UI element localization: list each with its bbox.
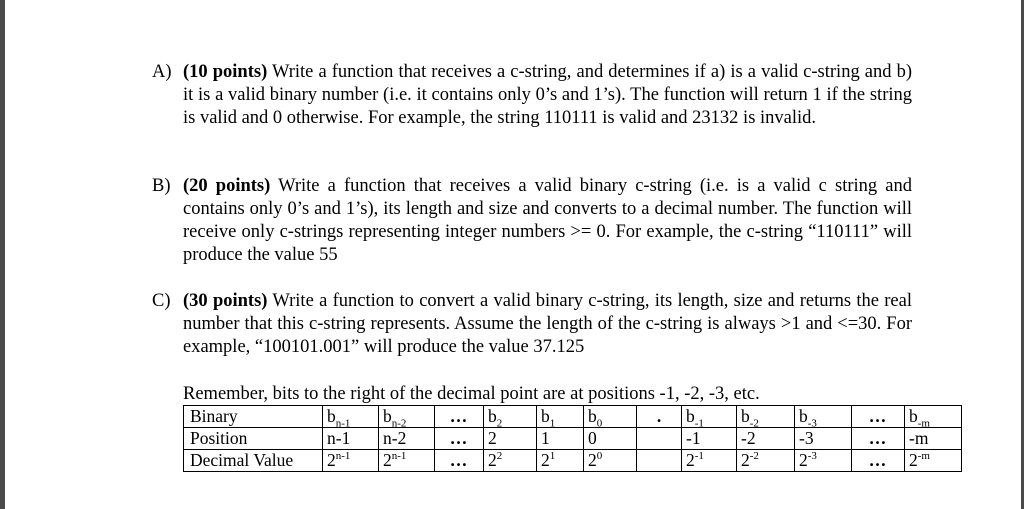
table-cell bbox=[484, 450, 537, 472]
table-cell bbox=[905, 428, 962, 450]
cell-exponent: -m bbox=[917, 450, 930, 463]
table-cell bbox=[737, 450, 795, 472]
table-cell bbox=[537, 428, 584, 450]
question-points: (20 points) bbox=[183, 176, 271, 196]
question-text: Write a function that receives a valid binary c-string (i.e. is a valid c string and contains only 0’s and 1’s), its length and size and converts to a decimal number. The function will receive only c-strings representing integer numbers >= 0. For example, the c-string “110111” will produce the value 55 bbox=[183, 176, 913, 265]
question-body bbox=[183, 61, 912, 130]
table-cell bbox=[737, 428, 795, 450]
cell-base: 2 bbox=[488, 428, 497, 448]
cell-base: . bbox=[656, 406, 662, 426]
cell-subscript: -2 bbox=[749, 417, 759, 430]
cell-base: … bbox=[449, 450, 469, 470]
cell-base: 2 bbox=[383, 450, 392, 470]
cell-subscript: -m bbox=[917, 417, 930, 430]
table-cell bbox=[537, 450, 584, 472]
table-cell bbox=[682, 406, 737, 428]
cell-exponent: -2 bbox=[749, 450, 759, 463]
table-cell bbox=[637, 450, 682, 472]
table-row bbox=[184, 428, 962, 450]
cell-base: 2 bbox=[799, 450, 808, 470]
cell-base: -m bbox=[909, 428, 929, 448]
table-row bbox=[184, 406, 962, 428]
cell-base: b bbox=[909, 406, 918, 426]
table-cell bbox=[682, 428, 737, 450]
table-cell bbox=[435, 450, 484, 472]
cell-exponent: -3 bbox=[807, 450, 817, 463]
cell-base: … bbox=[868, 450, 888, 470]
table-cell bbox=[379, 450, 435, 472]
table-cell bbox=[435, 428, 484, 450]
table-cell bbox=[435, 406, 484, 428]
table-cell bbox=[584, 428, 637, 450]
cell-base: 0 bbox=[588, 428, 597, 448]
question-label: A) bbox=[152, 62, 172, 82]
cell-base: b bbox=[327, 406, 336, 426]
question-a bbox=[152, 61, 912, 130]
row-header: Binary bbox=[184, 406, 323, 428]
question-body bbox=[183, 175, 912, 267]
cell-base: 2 bbox=[686, 450, 695, 470]
table-cell bbox=[905, 406, 962, 428]
cell-base: 1 bbox=[541, 428, 550, 448]
cell-base: n-1 bbox=[327, 428, 351, 448]
table-cell bbox=[637, 428, 682, 450]
table-cell bbox=[323, 450, 379, 472]
row-header: Decimal Value bbox=[184, 450, 323, 472]
row-header: Position bbox=[184, 428, 323, 450]
question-label: B) bbox=[152, 176, 171, 196]
question-body bbox=[183, 290, 912, 359]
table-cell bbox=[795, 450, 852, 472]
cell-base: 2 bbox=[588, 450, 597, 470]
cell-subscript: n-1 bbox=[335, 417, 351, 430]
cell-exponent: -1 bbox=[694, 450, 704, 463]
table-cell bbox=[537, 406, 584, 428]
table-cell bbox=[737, 406, 795, 428]
binary-positions-table bbox=[183, 405, 962, 472]
table-cell bbox=[323, 428, 379, 450]
cell-exponent: n-1 bbox=[391, 450, 407, 463]
cell-base: … bbox=[868, 428, 888, 448]
cell-base: n-2 bbox=[383, 428, 407, 448]
cell-base: b bbox=[741, 406, 750, 426]
cell-subscript: 0 bbox=[596, 417, 603, 430]
cell-base: 2 bbox=[909, 450, 918, 470]
cell-base: 2 bbox=[741, 450, 750, 470]
cell-base: b bbox=[588, 406, 597, 426]
remember-note: Remember, bits to the right of the decimal point are at positions -1, -2, -3, etc. bbox=[183, 384, 760, 404]
cell-base: … bbox=[449, 406, 469, 426]
cell-base: b bbox=[686, 406, 695, 426]
table-cell bbox=[852, 428, 905, 450]
cell-subscript: -1 bbox=[694, 417, 704, 430]
cell-subscript: 2 bbox=[496, 417, 503, 430]
table-cell bbox=[379, 406, 435, 428]
cell-exponent: 2 bbox=[496, 450, 503, 463]
table-cell bbox=[379, 428, 435, 450]
question-points: (10 points) bbox=[183, 62, 268, 82]
question-text: Write a function that receives a c-string, and determines if a) is a valid c-string and b) it is a valid binary number (i.e. it contains only 0’s and 1’s). The function will return 1 if the string is valid and 0 otherwise. For example, the string 110111 is valid and 23132 is invalid. bbox=[183, 62, 912, 128]
table-cell bbox=[584, 406, 637, 428]
question-label: C) bbox=[152, 291, 171, 311]
question-text: Write a function to convert a valid binary c-string, its length, size and returns the real number that this c-string represents. Assume the length of the c-string is always >1 and <=30. For example, “100101.001” will produce the value 37.125 bbox=[183, 291, 912, 357]
table-cell bbox=[795, 428, 852, 450]
table-cell bbox=[852, 450, 905, 472]
table-row bbox=[184, 450, 962, 472]
table-cell bbox=[484, 428, 537, 450]
cell-exponent: 0 bbox=[596, 450, 603, 463]
table-cell bbox=[484, 406, 537, 428]
cell-base: 2 bbox=[327, 450, 336, 470]
cell-subscript: 1 bbox=[549, 417, 556, 430]
table-cell bbox=[323, 406, 379, 428]
cell-base: b bbox=[488, 406, 497, 426]
cell-base: b bbox=[799, 406, 808, 426]
question-points: (30 points) bbox=[183, 291, 268, 311]
cell-base: b bbox=[383, 406, 392, 426]
cell-base: b bbox=[541, 406, 550, 426]
table-cell bbox=[682, 450, 737, 472]
cell-base: -2 bbox=[741, 428, 756, 448]
cell-subscript: -3 bbox=[807, 417, 817, 430]
question-c bbox=[152, 290, 912, 359]
table-cell bbox=[637, 406, 682, 428]
cell-base: -3 bbox=[799, 428, 814, 448]
cell-base: … bbox=[868, 406, 888, 426]
question-b bbox=[152, 175, 912, 267]
table-cell bbox=[795, 406, 852, 428]
cell-subscript: n-2 bbox=[391, 417, 407, 430]
table-cell bbox=[852, 406, 905, 428]
cell-exponent: 1 bbox=[549, 450, 556, 463]
table-cell bbox=[584, 450, 637, 472]
cell-base: 2 bbox=[541, 450, 550, 470]
cell-base: 2 bbox=[488, 450, 497, 470]
cell-base: -1 bbox=[686, 428, 701, 448]
table-cell bbox=[905, 450, 962, 472]
cell-exponent: n-1 bbox=[335, 450, 351, 463]
cell-base: … bbox=[449, 428, 469, 448]
